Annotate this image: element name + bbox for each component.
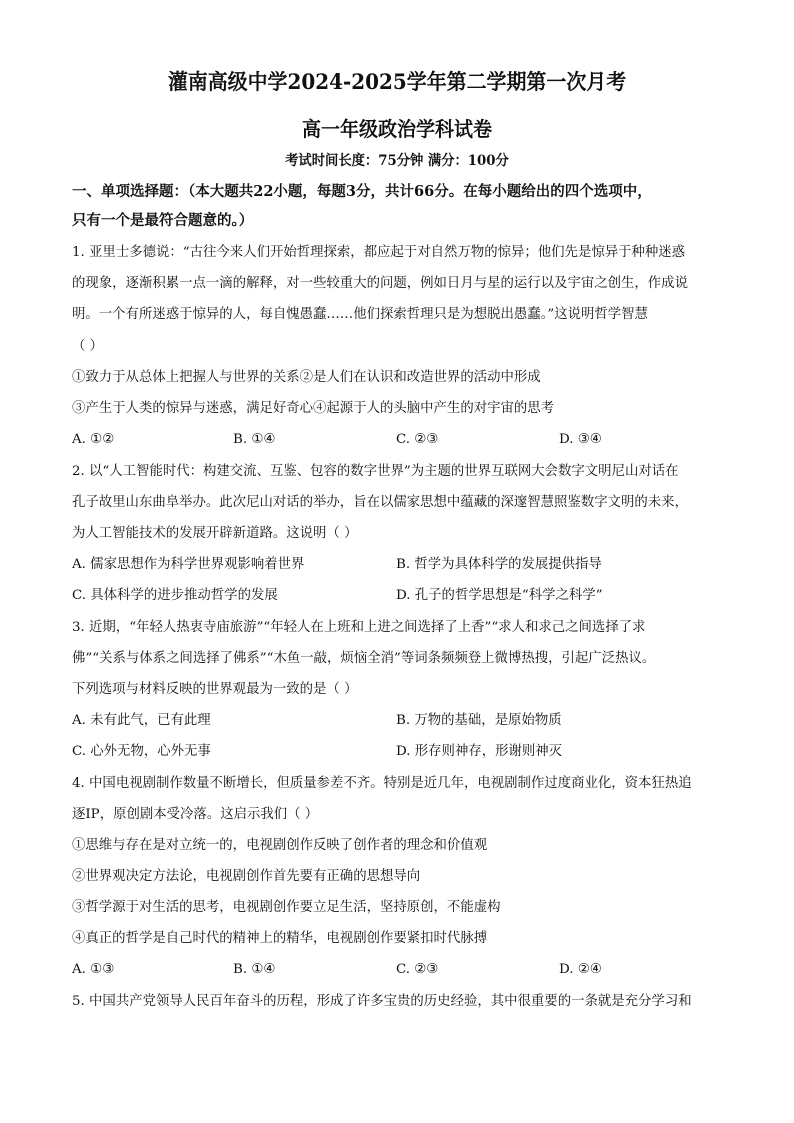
question-text: 佛”“关系与体系之间选择了佛系”“木鱼一敲，烦恼全消”等词条频频登上微博热搜，引起广泛热议。 (72, 651, 656, 666)
option-a: A. ①③ (72, 962, 115, 977)
question-text: 3. 近期，“年轻人热衷寺庙旅游”“年轻人在上班和上进之间选择了上香”“求人和求己之间选择了求 (72, 620, 646, 635)
option-c: C. ②③ (396, 962, 439, 977)
option-c: C. 具体科学的进步推动哲学的发展 (72, 588, 278, 603)
question-text: 为人工智能技术的发展开辟新道路。这说明（ ） (72, 526, 358, 541)
option-d: D. ③④ (559, 432, 602, 447)
option-a: A. ①② (72, 432, 115, 447)
section-heading-line2: 只有一个是最符合题意的。） (72, 212, 254, 229)
statement: ③产生于人类的惊异与迷惑，满足好奇心④起源于人的头脑中产生的对宇宙的思考 (72, 401, 555, 416)
option-b: B. 哲学为具体科学的发展提供指导 (396, 557, 602, 572)
option-d: D. ②④ (559, 962, 602, 977)
question-text: 的现象，逐渐积累一点一滴的解释，对一些较重大的问题，例如日月与星的运行以及宇宙之创生，作成说 (72, 276, 688, 291)
option-b: B. ①④ (233, 962, 276, 977)
section-heading-line1: 一、单项选择题：（本大题共22小题，每题3分，共计66分。在每小题给出的四个选项中， (72, 183, 652, 200)
statement: ②世界观决定方法论，电视剧创作首先要有正确的思想导向 (72, 869, 421, 884)
option-a: A. 未有此气，已有此理 (72, 713, 211, 728)
option-b: B. 万物的基础，是原始物质 (396, 713, 562, 728)
option-b: B. ①④ (233, 432, 276, 447)
option-c: C. 心外无物，心外无事 (72, 744, 211, 759)
question-text: 下列选项与材料反映的世界观最为一致的是（ ） (72, 682, 358, 697)
question-text: 5. 中国共产党领导人民百年奋斗的历程，形成了许多宝贵的历史经验，其中很重要的一条就是充分学习和 (72, 994, 692, 1009)
option-d: D. 形存则神存，形谢则神灭 (396, 744, 563, 759)
exam-info: 考试时间长度：75分钟 满分：100分 (285, 153, 509, 169)
question-text: 明。一个有所迷惑于惊异的人，每自愧愚蠢……他们探索哲理只是为想脱出愚蠢。”这说明哲学智慧 (72, 307, 648, 322)
school-title: 灌南高级中学2024-2025学年第二学期第一次月考 (167, 69, 627, 94)
statement: ①思维与存在是对立统一的，电视剧创作反映了创作者的理念和价值观 (72, 838, 488, 853)
option-d: D. 孔子的哲学思想是“科学之科学” (396, 588, 603, 603)
answer-blank: （ ） (72, 339, 104, 354)
question-text: 4. 中国电视剧制作数量不断增长，但质量参差不齐。特别是近几年，电视剧制作过度商业化，资本狂热追 (72, 776, 692, 791)
paper-title: 高一年级政治学科试卷 (302, 117, 492, 141)
question-text: 逐IP，原创剧本受冷落。这启示我们（ ） (72, 807, 319, 822)
option-c: C. ②③ (396, 432, 439, 447)
statement: ①致力于从总体上把握人与世界的关系②是人们在认识和改造世界的活动中形成 (72, 370, 541, 385)
statement: ③哲学源于对生活的思考，电视剧创作要立足生活，坚持原创，不能虚构 (72, 900, 501, 915)
statement: ④真正的哲学是自己时代的精神上的精华，电视剧创作要紧扣时代脉搏 (72, 931, 488, 946)
option-a: A. 儒家思想作为科学世界观影响着世界 (72, 557, 305, 572)
question-text: 2. 以“人工智能时代：构建交流、互鉴、包容的数字世界”为主题的世界互联网大会数字文明尼山对话在 (72, 464, 679, 479)
question-text: 孔子故里山东曲阜举办。此次尼山对话的举办，旨在以儒家思想中蕴藏的深邃智慧照鉴数字文明的未来， (72, 495, 688, 510)
question-text: 1. 亚里士多德说：“古往今来人们开始哲理探索，都应起于对自然万物的惊异；他们先是惊异于种种迷惑 (72, 245, 686, 260)
